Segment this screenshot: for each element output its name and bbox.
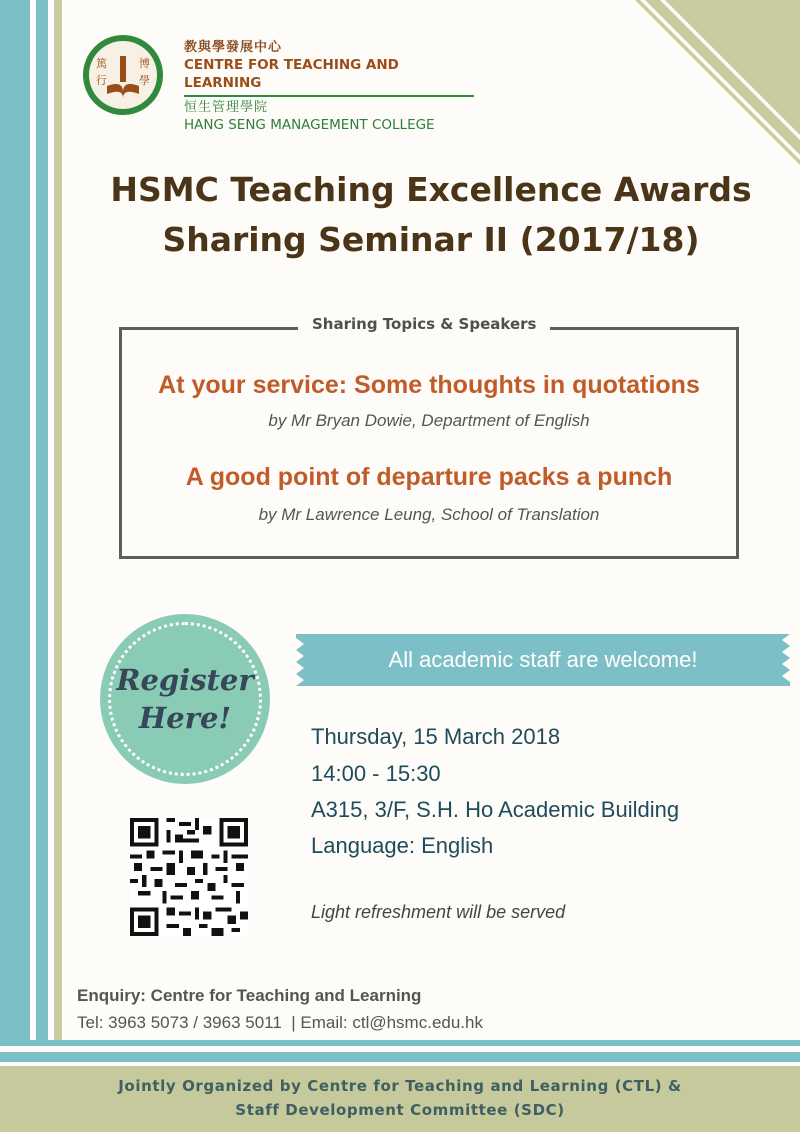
event-date: Thursday, 15 March 2018	[311, 724, 561, 749]
left-stripe-teal	[0, 0, 30, 1040]
refreshment-note: Light refreshment will be served	[311, 902, 566, 922]
page-title-line-2: Sharing Seminar II (2017/18)	[162, 220, 700, 259]
registration-qr-code-icon[interactable]	[130, 818, 248, 936]
topic-title-1: At your service: Some thoughts in quotations	[158, 371, 700, 399]
organization-block	[184, 40, 474, 133]
event-venue: A315, 3/F, S.H. Ho Academic Building	[311, 797, 680, 822]
register-label-line-1: Register	[116, 663, 254, 697]
enquiry-label: Enquiry: Centre for Teaching and Learning	[77, 986, 422, 1005]
logo-char-3: 博	[139, 57, 150, 70]
register-label	[116, 661, 253, 737]
speaker-2: by Mr Lawrence Leung, School of Translation	[258, 505, 600, 524]
college-name-en: HANG SENG MANAGEMENT COLLEGE	[184, 117, 435, 133]
corner-stripes-decoration	[630, 0, 800, 170]
left-stripe-sage	[54, 0, 62, 1040]
welcome-message: All academic staff are welcome!	[388, 647, 698, 672]
left-stripe-teal-2	[36, 0, 48, 1040]
centre-name-zh: 教與學發展中心	[184, 40, 283, 55]
logo-char-4: 學	[139, 74, 150, 87]
centre-name-en: CENTRE FOR TEACHING AND LEARNING	[184, 56, 474, 97]
footer-line-2: Staff Development Committee (SDC)	[235, 1101, 565, 1119]
contact-info: Tel: 3963 5073 / 3963 5011 | Email: ctl@hsmc.edu.hk	[77, 1013, 483, 1032]
footer-line-1: Jointly Organized by Centre for Teaching and Learning (CTL) &	[118, 1077, 682, 1095]
topic-title-2: A good point of departure packs a punch	[185, 463, 673, 491]
speaker-1: by Mr Bryan Dowie, Department of English	[268, 411, 590, 430]
event-time: 14:00 - 15:30	[311, 761, 441, 786]
event-language: Language: English	[311, 833, 494, 858]
register-label-line-2: Here!	[138, 701, 232, 735]
register-here-button[interactable]	[100, 614, 270, 784]
college-logo-icon	[82, 34, 164, 116]
page-title-line-1: HSMC Teaching Excellence Awards	[110, 170, 752, 209]
logo-char-1: 篤	[96, 57, 107, 70]
topics-heading: Sharing Topics & Speakers	[298, 315, 550, 333]
college-name-zh: 恒生管理學院	[184, 100, 269, 115]
bottom-stripe-2	[0, 1052, 800, 1062]
footer-band	[0, 1066, 800, 1132]
logo-char-2: 行	[96, 74, 107, 87]
